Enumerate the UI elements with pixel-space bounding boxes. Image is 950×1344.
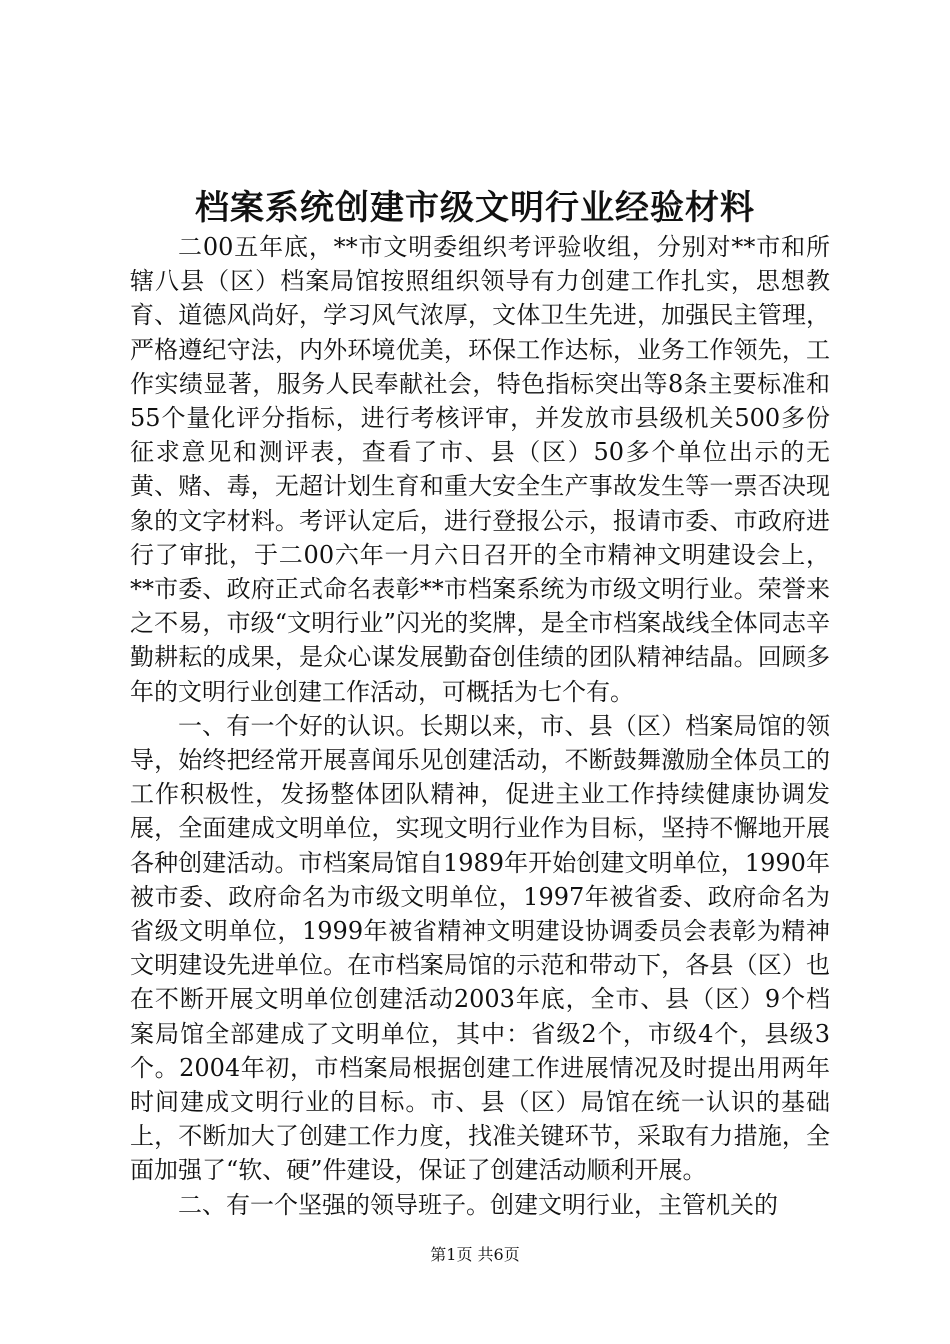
document-body (130, 230, 830, 1222)
paragraph-section-2: 二、有一个坚强的领导班子。创建文明行业，主管机关的 (178, 1190, 778, 1219)
paragraph-intro: 二00五年底，**市文明委组织考评验收组，分别对**市和所辖八县（区）档案局馆按照组织领导有力创建工作扎实，思想教育、道德风尚好，学习风气浓厚，文体卫生先进，加强民主管理，严格遵纪守法，内外环境优美，环保工作达标，业务工作领先，工作实绩显著，服务人民奉献社会，特色指标突出等8条主要标准和55个量化评分指标，进行考核评审，并发放市县级机关500多份征求意见和测评表，查看了市、县（区）50多个单位出示的无黄、赌、毒，无超计划生育和重大安全生产事故发生等一票否决现象的文字材料。考评认定后，进行登报公示，报请市委、市政府进行了审批，于二00六年一月六日召开的全市精神文明建设会上，**市委、政府正式命名表彰**市档案系统为市级文明行业。荣誉来之不易，市级“文明行业”闪光的奖牌，是全市档案战线全体同志辛勤耕耘的成果，是众心谋发展勤奋创佳绩的团队精神结晶。回顾多年的文明行业创建工作活动，可概括为七个有。 (130, 233, 830, 706)
paragraph-section-1: 一、有一个好的认识。长期以来，市、县（区）档案局馆的领导，始终把经常开展喜闻乐见创建活动，不断鼓舞激励全体员工的工作积极性，发扬整体团队精神，促进主业工作持续健康协调发展，全面建成文明单位，实现文明行业作为目标，坚持不懈地开展各种创建活动。市档案局馆自1989年开始创建文明单位，1990年被市委、政府命名为市级文明单位，1997年被省委、政府命名为省级文明单位，1999年被省精神文明建设协调委员会表彰为精神文明建设先进单位。在市档案局馆的示范和带动下，各县（区）也在不断开展文明单位创建活动2003年底，全市、县（区）9个档案局馆全部建成了文明单位，其中：省级2个，市级4个，县级3个。2004年初，市档案局根据创建工作进展情况及时提出用两年时间建成文明行业的目标。市、县（区）局馆在统一认识的基础上，不断加大了创建工作力度，找准关键环节，采取有力措施，全面加强了“软、硬”件建设，保证了创建活动顺利开展。 (130, 711, 830, 1185)
document-title: 档案系统创建市级文明行业经验材料 (195, 188, 755, 228)
page-number-footer: 第1页 共6页 (430, 1245, 520, 1264)
